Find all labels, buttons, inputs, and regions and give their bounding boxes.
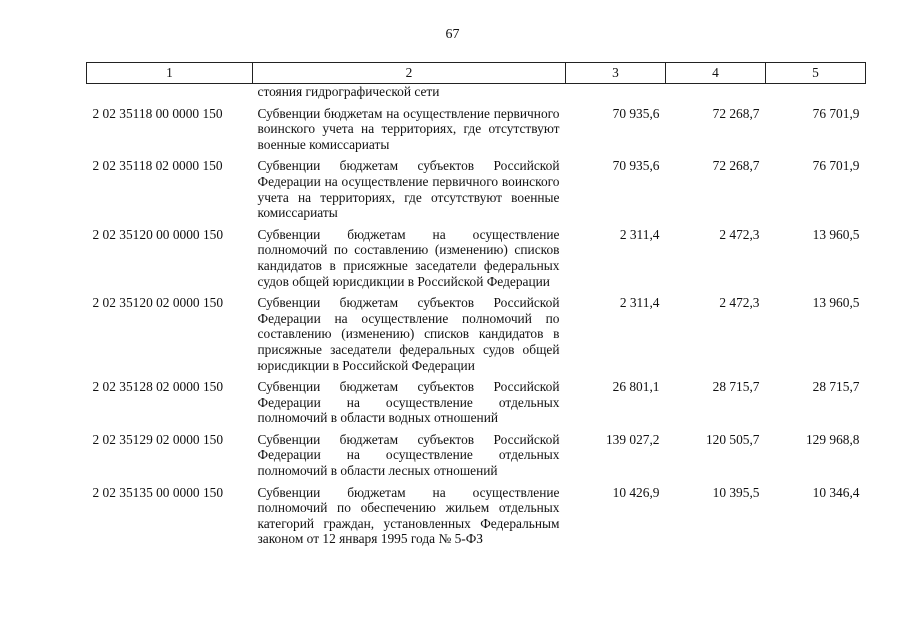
value-col-5: 28 715,7 <box>812 379 860 395</box>
row-description: Субвенции бюджетам на осуществление полномочий по составлению (изменению) списков кандидатов в присяжные заседатели федеральных судов общей юрисдикции в Российской Федерации <box>257 226 560 289</box>
value-col-4: 28 715,7 <box>712 379 760 395</box>
row-description: Субвенции бюджетам субъектов Российской Федерации на осуществление полномочий по составлению (изменению) списков кандидатов в присяжные заседатели федеральных судов общей юрисдикции в Российской Федерации <box>257 295 560 373</box>
value-col-3: 2 311,4 <box>619 295 660 311</box>
column-header-5: 5 <box>766 63 866 84</box>
value-col-5: 13 960,5 <box>812 295 860 311</box>
value-col-5: 13 960,5 <box>812 226 860 242</box>
budget-code: 2 02 35128 02 0000 150 <box>92 379 224 395</box>
column-header-3: 3 <box>566 63 666 84</box>
value-col-4: 2 472,3 <box>719 295 760 311</box>
row-description: Субвенции бюджетам субъектов Российской Федерации на осуществление отдельных полномочий в области водных отношений <box>257 379 560 426</box>
table-row <box>87 291 866 375</box>
budget-code: 2 02 35120 00 0000 150 <box>92 226 224 242</box>
table-row <box>87 428 866 481</box>
page-number: 67 <box>445 27 460 42</box>
budget-code: 2 02 35120 02 0000 150 <box>92 295 224 311</box>
budget-code: 2 02 35118 02 0000 150 <box>92 158 223 174</box>
continuation-row <box>87 84 866 102</box>
column-header-2: 2 <box>253 63 566 84</box>
value-col-4: 10 395,5 <box>712 484 760 500</box>
value-col-3: 70 935,6 <box>612 158 660 174</box>
table-row <box>87 154 866 222</box>
value-col-3: 26 801,1 <box>612 379 660 395</box>
continuation-text: стояния гидрографической сети <box>257 84 440 99</box>
value-col-4: 120 505,7 <box>705 431 760 447</box>
value-col-5: 129 968,8 <box>805 431 860 447</box>
value-col-4: 2 472,3 <box>719 226 760 242</box>
budget-code: 2 02 35135 00 0000 150 <box>92 484 224 500</box>
value-col-5: 76 701,9 <box>812 105 860 121</box>
value-col-5: 10 346,4 <box>812 484 860 500</box>
column-header-4: 4 <box>666 63 766 84</box>
value-col-3: 70 935,6 <box>612 105 660 121</box>
column-header-1: 1 <box>87 63 253 84</box>
table-row <box>87 102 866 155</box>
budget-code: 2 02 35118 00 0000 150 <box>92 105 223 121</box>
table-row <box>87 375 866 428</box>
budget-code: 2 02 35129 02 0000 150 <box>92 431 224 447</box>
value-col-4: 72 268,7 <box>712 105 760 121</box>
table-row <box>87 223 866 291</box>
row-description: Субвенции бюджетам субъектов Российской Федерации на осуществление отдельных полномочий в области лесных отношений <box>257 431 560 479</box>
value-col-3: 2 311,4 <box>619 226 660 242</box>
value-col-3: 139 027,2 <box>605 431 660 447</box>
value-col-4: 72 268,7 <box>712 158 760 174</box>
table-row <box>87 481 866 549</box>
row-description: Субвенции бюджетам на осуществление первичного воинского учета на территориях, где отсутствуют военные комиссариаты <box>257 105 560 152</box>
row-description: Субвенции бюджетам субъектов Российской Федерации на осуществление первичного воинского учета на территориях, где отсутствуют военные комиссариаты <box>257 158 560 221</box>
row-description: Субвенции бюджетам на осуществление полномочий по обеспечению жильем отдельных категорий граждан, установленных Федеральным законом от 12 января 1995 года № 5-ФЗ <box>257 484 560 547</box>
value-col-5: 76 701,9 <box>812 158 860 174</box>
table-header-row <box>87 63 866 84</box>
value-col-3: 10 426,9 <box>612 484 660 500</box>
budget-revenue-table <box>86 62 866 549</box>
